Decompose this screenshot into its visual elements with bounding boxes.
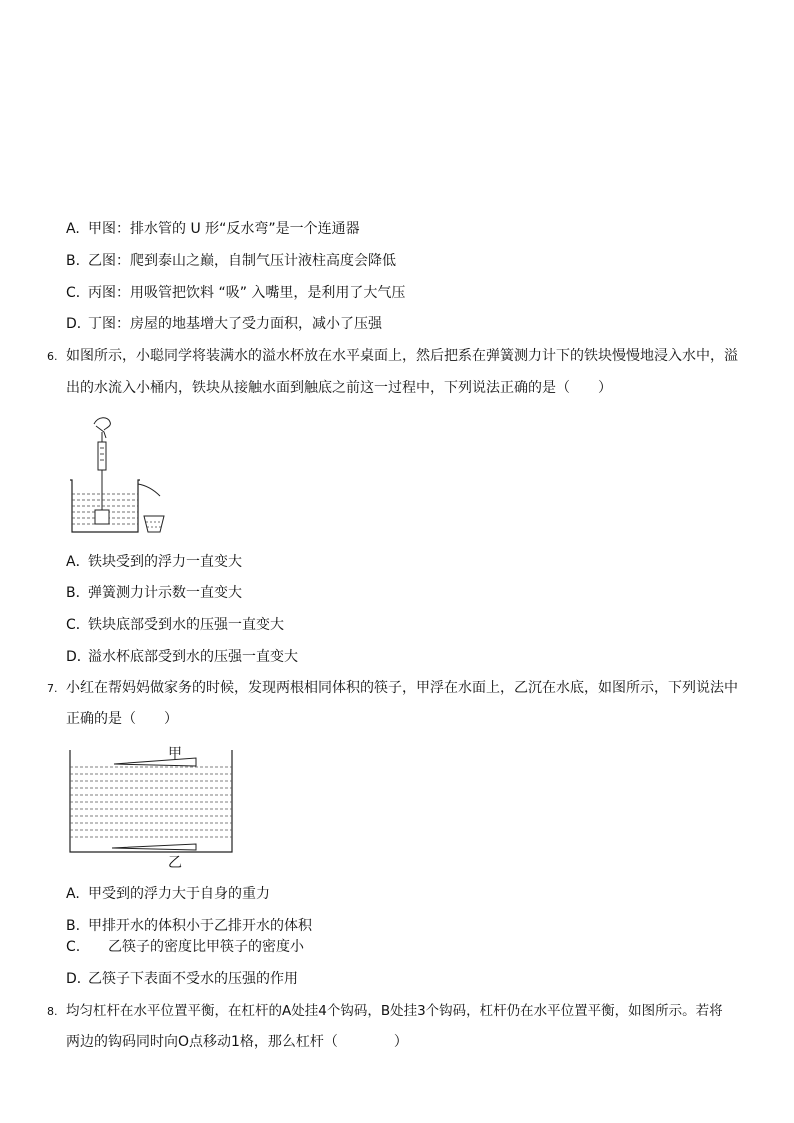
q6-number: 6.	[47, 350, 58, 363]
option-letter: C．	[66, 617, 90, 633]
option-text: 乙图：爬到泰山之巅，自制气压计液柱高度会降低	[88, 253, 396, 269]
q7-figure-chopsticks	[64, 744, 244, 874]
option-text: 甲图：排水管的 U 形“反水弯”是一个连通器	[88, 221, 360, 237]
option-text: 铁块底部受到水的压强一直变大	[88, 617, 284, 633]
q6-option-b	[66, 583, 242, 603]
q8-number: 8.	[47, 1005, 58, 1018]
option-text: 甲受到的浮力大于自身的重力	[88, 886, 270, 902]
option-letter: B.	[66, 918, 81, 934]
q6-stem-line1: 如图所示，小聪同学将装满水的溢水杯放在水平桌面上，然后把系在弹簧测力计下的铁块慢慢地浸入水中，溢	[66, 348, 738, 364]
q7-option-d	[66, 969, 298, 989]
q6-option-a	[66, 552, 242, 572]
option-letter: B.	[66, 253, 81, 269]
option-letter: D．	[66, 971, 91, 987]
q7-stem-line1: 小红在帮妈妈做家务的时候，发现两根相同体积的筷子，甲浮在水面上，乙沉在水底，如图所示，下列说法中	[66, 680, 738, 696]
q7-option-c	[66, 937, 304, 957]
option-text: 铁块受到的浮力一直变大	[88, 554, 242, 570]
label-yi: 乙	[168, 855, 182, 871]
q5-option-a	[66, 219, 360, 239]
option-letter: A.	[66, 886, 80, 902]
option-letter: B．	[66, 585, 90, 601]
q8-stem-line1: 均匀杠杆在水平位置平衡，在杠杆的A处挂4个钩码，B处挂3个钩码，杠杆仍在水平位置平衡，如图所示。若将	[66, 1003, 723, 1019]
q7-number: 7.	[47, 682, 58, 695]
option-letter: D．	[66, 649, 91, 665]
q6-option-c	[66, 615, 284, 635]
option-letter: A．	[66, 554, 90, 570]
q5-option-c	[66, 283, 405, 303]
option-text: 溢水杯底部受到水的压强一直变大	[88, 649, 298, 665]
option-text: 甲排开水的体积小于乙排开水的体积	[88, 918, 312, 934]
q6-figure-overflow-cup	[60, 412, 170, 542]
option-text: 丙图：用吸管把饮料 “吸” 入嘴里，是利用了大气压	[88, 285, 406, 301]
q6-option-d	[66, 647, 298, 667]
q7-option-a	[66, 884, 270, 904]
option-letter: A.	[66, 221, 80, 237]
option-text: 弹簧测力计示数一直变大	[88, 585, 242, 601]
option-letter: C．	[66, 285, 90, 301]
q7-stem-line2: 正确的是（ ）	[66, 711, 178, 727]
option-letter: C.	[66, 939, 81, 955]
option-text: 乙筷子的密度比甲筷子的密度小	[108, 939, 304, 955]
option-letter: D．	[66, 316, 91, 332]
q7-option-b	[66, 916, 312, 936]
q5-option-b	[66, 251, 396, 271]
label-jia: 甲	[168, 746, 182, 762]
q5-option-d	[66, 314, 382, 334]
q6-stem-line2: 出的水流入小桶内，铁块从接触水面到触底之前这一过程中，下列说法正确的是（ ）	[66, 380, 612, 396]
option-text: 乙筷子下表面不受水的压强的作用	[88, 971, 298, 987]
option-text: 丁图：房屋的地基增大了受力面积，减小了压强	[88, 316, 382, 332]
q8-stem-line2: 两边的钩码同时向O点移动1格，那么杠杆（ ）	[66, 1034, 408, 1050]
